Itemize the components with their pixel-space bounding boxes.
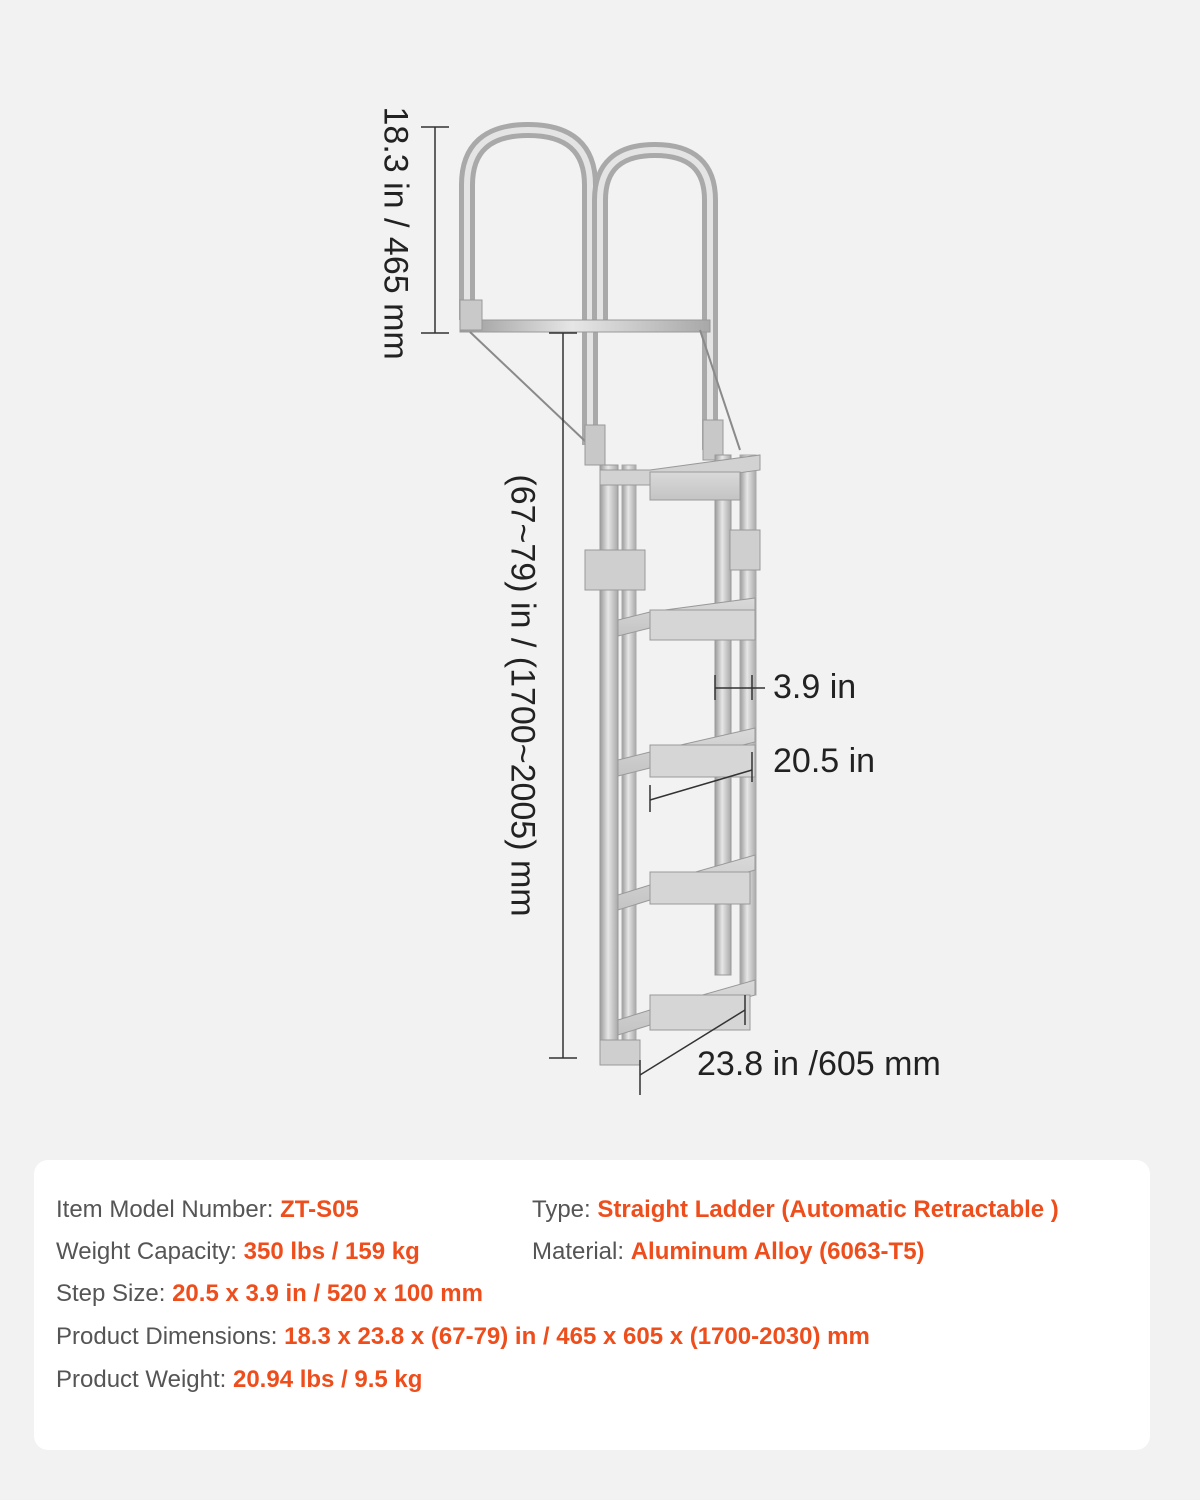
- spec-product-dimensions: [56, 1323, 870, 1351]
- handrail-right-inner: [600, 150, 710, 450]
- spec-model-value: ZT-S05: [280, 1196, 359, 1223]
- spec-type: [532, 1196, 1059, 1224]
- spec-product-weight: [56, 1366, 422, 1394]
- top-crossbar: [460, 320, 710, 332]
- spec-step-size-label: Step Size:: [56, 1280, 166, 1307]
- steps: [618, 598, 755, 1035]
- handrail-left: [467, 130, 590, 445]
- spec-step-size: [56, 1280, 483, 1308]
- spec-product-weight-label: Product Weight:: [56, 1366, 227, 1393]
- spec-material: [532, 1238, 925, 1266]
- spec-material-label: Material:: [532, 1238, 625, 1265]
- spec-type-label: Type:: [532, 1196, 591, 1223]
- spec-capacity-value: 350 lbs / 159 kg: [243, 1238, 420, 1265]
- dimension-top-height: 18.3 in / 465 mm: [376, 106, 415, 360]
- spec-material-value: Aluminum Alloy (6063-T5): [630, 1238, 925, 1265]
- dimension-step-width: 20.5 in: [773, 742, 876, 780]
- dimension-step-depth: 3.9 in: [773, 668, 857, 706]
- handrail-right: [600, 150, 710, 450]
- mount-plate-left: [585, 550, 645, 590]
- spec-step-size-value: 20.5 x 3.9 in / 520 x 100 mm: [172, 1280, 483, 1307]
- spec-type-value: Straight Ladder (Automatic Retractable ): [597, 1196, 1059, 1223]
- mount-plate-right: [730, 530, 760, 570]
- handrail-left-inner: [467, 130, 590, 445]
- spec-capacity: [56, 1238, 420, 1266]
- dimension-total-height: (67~79) in / (1700~2005) mm: [503, 474, 542, 917]
- dimension-ladder-width: 23.8 in /605 mm: [697, 1045, 941, 1083]
- spec-model-label: Item Model Number:: [56, 1196, 274, 1223]
- spec-product-dimensions-value: 18.3 x 23.8 x (67-79) in / 465 x 605 x (1700-2030) mm: [284, 1323, 870, 1350]
- spec-product-dimensions-label: Product Dimensions:: [56, 1323, 278, 1350]
- spec-capacity-label: Weight Capacity:: [56, 1238, 237, 1265]
- spec-product-weight-value: 20.94 lbs / 9.5 kg: [232, 1366, 423, 1393]
- spec-model: [56, 1196, 359, 1224]
- spec-card: [34, 1160, 1150, 1450]
